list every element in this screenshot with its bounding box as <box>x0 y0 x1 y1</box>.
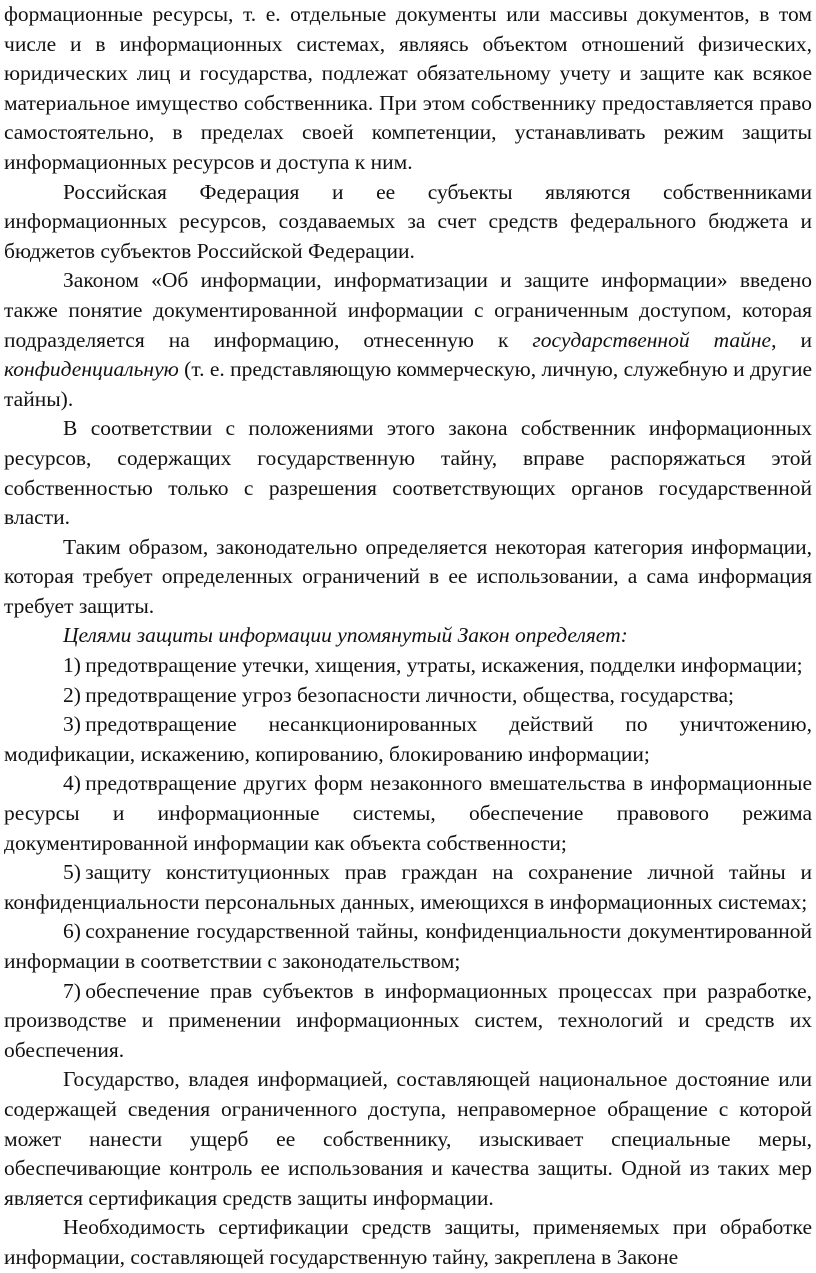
paragraph-certification: Необходимость сертификации средств защиты, применяемых при обработке информации, составляющей государственную тайну, закреплена в Законе <box>4 1215 812 1269</box>
list-item-number: 6) <box>63 919 81 944</box>
list-item <box>4 977 812 1066</box>
law-text-part3: (т. е. представляющую коммерческую, личную, служебную и другие тайны). <box>4 357 812 411</box>
list-item <box>4 710 812 769</box>
list-item-number: 5) <box>63 860 81 885</box>
list-item-text: предотвращение других форм незаконного вмешательства в информационные ресурсы и информационные системы, обеспечение правового режима документированной информации как объекта собственности; <box>4 771 812 855</box>
paragraph-state-measures: Государство, владея информацией, составляющей национальное достояние или содержащей сведения ограниченного доступа, неправомерное обращение с которой может нанести ущерб ее собственнику, изыскивает специальные меры, обеспечивающие контроль ее использования и качества защиты. Одной из таких мер является сертификация средств защиты информации. <box>4 1067 812 1210</box>
list-item-text: обеспечение прав субъектов в информационных процессах при разработке, производстве и применении информационных систем, технологий и средств их обеспечения. <box>4 978 812 1062</box>
list-item-text: предотвращение несанкционированных действий по уничтожению, модификации, искажению, копированию, блокированию информации; <box>4 712 812 766</box>
list-item <box>4 917 812 976</box>
paragraph-conclusion: Таким образом, законодательно определяется некоторая категория информации, которая требует определенных ограничений в ее использовании, а сама информация требует защиты. <box>4 534 812 618</box>
list-item-number: 7) <box>63 978 81 1003</box>
list-item <box>4 858 812 917</box>
list-item-number: 2) <box>63 682 81 707</box>
paragraph-continuation: формационные ресурсы, т. е. отдельные документы или массивы документов, в том числе и в информационных системах, являясь объектом отношений физических, юридических лиц и государства, подлежат обязательному учету и защите как всякое материальное имущество собственника. При этом собственнику предоставляется право самостоятельно, в пределах своей компетенции, устанавливать режим защиты информационных ресурсов и доступа к ним. <box>4 2 812 174</box>
list-item-text: сохранение государственной тайны, конфиденциальности документированной информации в соответствии с законодательством; <box>4 919 812 973</box>
list-item <box>4 769 812 858</box>
list-item-number: 3) <box>63 712 81 737</box>
state-secret-term: государственной тайне <box>532 327 772 352</box>
law-text-part2: , и <box>771 327 812 352</box>
list-item <box>4 651 812 681</box>
paragraph-owner-rights: В соответствии с положениями этого закона собственник информационных ресурсов, содержащих государственную тайну, вправе распоряжаться этой собственностью только с разрешения соответствующих органов государственной власти. <box>4 416 812 530</box>
list-item <box>4 681 812 711</box>
list-item-number: 4) <box>63 771 81 796</box>
list-item-text: предотвращение утечки, хищения, утраты, искажения, подделки информации; <box>85 653 803 678</box>
list-item-text: защиту конституционных прав граждан на сохранение личной тайны и конфиденциальности персональных данных, имеющихся в информационных системах; <box>4 860 812 914</box>
confidential-term: конфиденциальную <box>4 357 179 382</box>
list-item-text: предотвращение угроз безопасности личности, общества, государства; <box>85 682 734 707</box>
list-lead-heading: Целями защиты информации упомянутый Закон определяет: <box>63 623 628 648</box>
list-item-number: 1) <box>63 653 81 678</box>
law-text-part1: Законом «Об информации, информатизации и защите информации» введено также понятие документированной информации с ограниченным доступом, которая подразделяется на информацию, отнесенную к <box>4 268 812 352</box>
paragraph-federation-ownership: Российская Федерация и ее субъекты являются собственниками информационных ресурсов, создаваемых за счет средств федерального бюджета и бюджетов субъектов Российской Федерации. <box>4 179 812 263</box>
document-page <box>4 0 812 1273</box>
paragraph-law-definition <box>4 266 812 414</box>
